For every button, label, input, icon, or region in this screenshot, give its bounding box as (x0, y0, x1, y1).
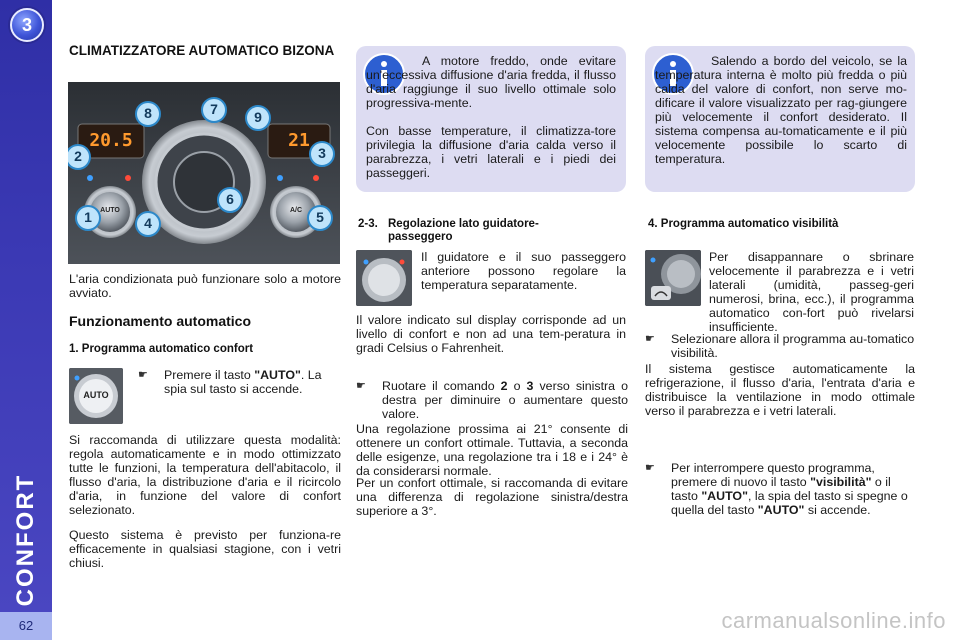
knob-label-auto: AUTO (100, 207, 120, 214)
info-a-paragraph-2: Con basse temperature, il climatizza-tore privilegia la diffusione d'aria calda verso il parabrezza, i vetri laterali e i piedi dei passeggeri. (366, 124, 616, 180)
bullet-selezionare (645, 332, 915, 360)
bullet-text-mid2: , la spia del tasto si spegne o quella del tasto (671, 489, 908, 517)
arrow-bullet-icon: ☛ (645, 462, 655, 474)
callout-6: 6 (226, 191, 234, 207)
info-box-salendo (645, 46, 915, 192)
arrow-bullet-icon: ☛ (356, 380, 366, 392)
bullet-interrompere (645, 461, 917, 517)
paragraph-regolazione: Una regolazione prossima ai 21° consente di ottenere un confort ottimale. Tuttavia, a seconda delle esigenze, una regolazione tra i 18 e i 24° è da considerarsi normale. (356, 422, 628, 478)
bullet-bold-auto: "AUTO" (701, 489, 748, 503)
climate-control-photo (68, 82, 340, 264)
chapter-number-badge (10, 8, 44, 42)
callout-1: 1 (84, 209, 92, 225)
arrow-bullet-icon: ☛ (138, 369, 148, 381)
paragraph-per-un-confort: Per un confort ottimale, si raccomanda di evitare una differenza di regolazione sinistra/destra superiore a 3°. (356, 476, 628, 518)
bullet-text-end: . La spia sul tasto si accende. (164, 368, 322, 396)
arrow-bullet-icon: ☛ (645, 333, 655, 345)
callout-8: 8 (144, 105, 152, 121)
paragraph-sistema: Il sistema gestisce automaticamente la refrigerazione, il flusso d'aria, l'entrata d'aria e distribuisce la ventilazione in modo ottimale verso il parabrezza e i vetri laterali. (645, 362, 915, 418)
callout-7: 7 (210, 101, 218, 117)
info-b-paragraph: Salendo a bordo del veicolo, se la temperatura interna è molto più fredda o più calda del valore di confort, non serve mo-dificare il valore visualizzato per rag-giungere più velocemente il confort desiderato. Il sistema compensa au-tomaticamente e il più velocemente possibile lo scarto di temperatura. (655, 54, 907, 166)
display-left-readout: 20.5 (89, 130, 133, 151)
bullet-bold-3: 3 (526, 379, 534, 393)
bullet-text: Per interrompere questo programma, premere di nuovo il tasto (671, 461, 875, 489)
visibility-button-image (645, 250, 701, 306)
bullet-text-end: si accende. (804, 503, 871, 517)
paragraph-questo-sistema: Questo sistema è previsto per funziona-re efficacemente in qualsiasi stagione, con i vetri chiusi. (69, 528, 341, 570)
paragraph-disappannare: Per disappannare o sbrinare velocemente il parabrezza e i vetri laterali (umidità, passeg-geri numerosi, brina, ecc.), il programma automatico con-fort può rivelarsi insufficiente. (709, 250, 914, 334)
chapter-number: 3 (21, 14, 32, 35)
info-a-paragraph-1: A motore freddo, onde evitare un'eccessiva diffusione d'aria fredda, il flusso d'aria raggiunge il suo livello ottimale solo progressiva-mente. (366, 54, 616, 110)
callout-3: 3 (318, 145, 326, 161)
bullet-ruotare (356, 379, 628, 421)
section-label (6, 473, 46, 607)
watermark: carmanualsonline.info (721, 608, 946, 633)
subheading-visibilita: 4. Programma automatico visibilità (648, 218, 839, 230)
bullet-text-mid: o il tasto (671, 475, 891, 503)
bullet-text: Premere il tasto (164, 368, 255, 382)
paragraph-raccomanda: Si raccomanda di utilizzare questa modalità: regola automaticamente e in modo ottimizzato tutte le funzioni, la temperatura dell'abitacolo, il flusso d'aria, la distribuzione d'aria e il ricircolo d'aria, in funzione del valore di confort selezionato. (69, 433, 341, 517)
bullet-premere-auto (138, 368, 343, 396)
knob-label-ac: A/C (289, 207, 303, 214)
subheading-programma-confort: 1. Programma automatico confort (69, 343, 254, 355)
visibility-button-thumbnail (645, 250, 701, 306)
auto-button-thumbnail (69, 368, 123, 424)
temperature-knob-image (356, 250, 412, 306)
temperature-knob-thumbnail (356, 250, 412, 306)
paragraph-valore: Il valore indicato sul display corrisponde ad un livello di confort e non ad una tem-peratura in gradi Celsius o Fahrenheit. (356, 313, 626, 355)
sidebar (0, 0, 52, 640)
bullet-bold-visibilita: "visibilità" (810, 475, 872, 489)
bullet-text: Ruotare il comando (382, 379, 501, 393)
callout-4: 4 (144, 215, 152, 231)
callout-2: 2 (74, 148, 82, 164)
section-heading-funzionamento: Funzionamento automatico (69, 313, 251, 329)
bullet-bold-auto: "AUTO" (254, 368, 301, 382)
paragraph-guidatore: Il guidatore e il suo passeggero anteriore possono regolare la temperatura separatamente. (421, 250, 626, 292)
bullet-bold-2: 2 (500, 379, 508, 393)
section-label-text: CONFORT (12, 473, 39, 607)
callout-5: 5 (316, 209, 324, 225)
auto-thumb-label: AUTO (83, 390, 109, 400)
page-title: CLIMATIZZATORE AUTOMATICO BIZONA (69, 43, 335, 58)
bullet-text-end: verso sinistra o destra per diminuire o aumentare questo valore. (382, 379, 628, 421)
bullet-text-mid: o (507, 379, 527, 393)
page-number-box (0, 612, 52, 640)
info-box-motore-freddo (356, 46, 626, 192)
page-number: 62 (18, 618, 34, 633)
paragraph-aria: L'aria condizionata può funzionare solo a motore avviato. (69, 272, 341, 300)
climate-panel-illustration (68, 82, 340, 264)
subheading-line1: Regolazione lato guidatore- (388, 218, 539, 230)
bullet-bold-auto-2: "AUTO" (757, 503, 805, 517)
subheading-number: 2-3. (358, 218, 378, 230)
bullet-text: Selezionare allora il programma au-tomatico visibilità. (671, 332, 915, 360)
subheading-line2: passeggero (388, 231, 453, 243)
subheading-regolazione (358, 218, 618, 244)
callout-9: 9 (254, 109, 262, 125)
display-right-readout: 21 (288, 130, 310, 151)
